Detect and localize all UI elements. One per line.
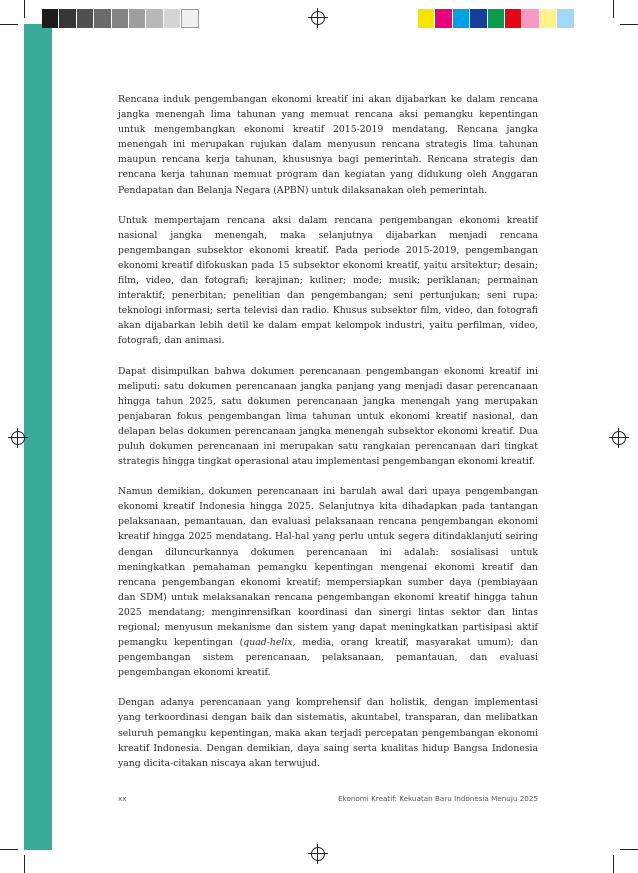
gray-swatch xyxy=(146,9,163,28)
running-footer-title: Ekonomi Kreatif: Kekuatan Baru Indonesia Menuju 2025 xyxy=(338,794,538,803)
paragraph xyxy=(118,484,538,680)
crop-mark xyxy=(613,0,614,18)
crop-mark xyxy=(613,855,614,873)
light-cyan-swatch xyxy=(557,9,574,28)
gray-swatch xyxy=(112,9,129,28)
cyan-swatch xyxy=(453,9,470,28)
crop-mark xyxy=(620,849,638,850)
magenta-swatch xyxy=(435,9,452,28)
registration-mark-icon xyxy=(308,844,328,864)
yellow-swatch xyxy=(418,9,435,28)
paragraph: Rencana induk pengembangan ekonomi kreatif ini akan dijabarkan ke dalam rencana jangka menengah lima tahunan yang memuat rencana aksi pemangku kepentingan untuk mengembangkan ekonomi kreatif 2015-2019 mendatang. Rencana jangka menengah ini merupakan rujukan dalam menyusun rencana strategis lima tahunan maupun rencana kerja tahunan, khususnya bagi pemerintah. Rencana strategis dan rencana kerja tahunan memuat program dan kegiatan yang didukung oleh Anggaran Pendapatan dan Belanja Negara (APBN) untuk dilaksanakan oleh pemerintah. xyxy=(118,94,538,196)
gray-swatch xyxy=(59,9,76,28)
registration-mark-icon xyxy=(8,428,28,448)
red-swatch xyxy=(505,9,522,28)
registration-mark-icon xyxy=(609,428,629,448)
gray-swatch xyxy=(42,9,59,28)
paragraph: Dengan adanya perencanaan yang komprehensif dan holistik, dengan implementasi yang terkoordinasi dengan baik dan sistematis, akuntabel, transparan, dan melibatkan seluruh pemangku kepentingan, maka akan terjadi percepatan pengembangan ekonomi kreatif Indonesia. Dengan demikian, daya saing serta kualitas hidup Bangsa Indonesia yang dicita-citakan niscaya akan terwujud. xyxy=(118,697,538,769)
crop-mark xyxy=(24,855,25,873)
crop-mark xyxy=(0,849,18,850)
paragraph-text: , media, orang kreatif, masyarakat umum); dan pengembangan sistem perencanaan, pelaksanaan, pemantauan, dan evaluasi pengembangan ekonomi kreatif. xyxy=(118,637,538,679)
light-yellow-swatch xyxy=(540,9,557,28)
gray-swatch xyxy=(181,9,198,28)
paragraph-text: Namun demikian, dokumen perencanaan ini barulah awal dari upaya pengembangan ekonomi kreatif Indonesia hingga 2025. Selanjutnya kita dihadapkan pada tantangan pelaksanaan, pemantauan, dan evaluasi pelaksanaan rencana pengembangan ekonomi kreatif hingga 2025 mendatang. Hal-hal yang perlu untuk segera ditindaklanjuti seiring dengan diluncurkannya dokumen perencanaan ini adalah: sosialisasi untuk meningkatkan pemahaman pemangku kepentingan mengenai ekonomi kreatif dan rencana pengembangan ekonomi kreatif; mempersiapkan sumber daya (pembiayaan dan SDM) untuk melaksanakan rencana pengembangan ekonomi kreatif hingga tahun 2025 mendatang; menginrensifkan koordinasi dan sinergi lintas sektor dan lintas regional; menyusun mekanisme dan sistem yang dapat meningkatkan partisipasi aktif pemangku kepentingan ( xyxy=(118,486,538,649)
gray-swatch xyxy=(164,9,181,28)
registration-mark-icon xyxy=(308,8,328,28)
blue-swatch xyxy=(470,9,487,28)
crop-mark xyxy=(0,24,18,25)
paragraph: Untuk mempertajam rencana aksi dalam rencana pengembangan ekonomi kreatif nasional jangka menengah, maka selanjutnya dijabarkan menjadi rencana pengembangan subsektor ekonomi kreatif. Pada periode 2015-2019, pengembangan ekonomi kreatif difokuskan pada 15 subsektor ekonomi kreatif, yaitu arsitektur; desain; film, video, dan fotografi; kerajinan; kuliner; mode; musik; periklanan; permainan interaktif; penerbitan; penelitian dan pengembangan; seni pertunjukan; seni rupa; teknologi informasi; serta televisi dan radio. Khusus subsektor film, video, dan fotografi akan dijabarkan lebih detil ke dalam empat kelompok industri, yaitu perfilman, video, fotografi, dan animasi. xyxy=(118,214,538,347)
gray-swatch xyxy=(77,9,94,28)
emphasis-text: quad-helix xyxy=(243,637,293,649)
gray-swatch xyxy=(94,9,111,28)
teal-side-bar xyxy=(24,24,52,850)
crop-mark xyxy=(24,0,25,18)
green-swatch xyxy=(488,9,505,28)
pink-swatch xyxy=(522,9,539,28)
grayscale-color-bar xyxy=(42,9,199,28)
body-text xyxy=(118,92,538,786)
crop-mark xyxy=(620,24,638,25)
process-color-bar xyxy=(418,9,575,28)
paragraph: Dapat disimpulkan bahwa dokumen perencanaan pengembangan ekonomi kreatif ini meliputi: satu dokumen perencanaan jangka panjang yang menjadi dasar perencanaan hingga tahun 2025, satu dokumen perencanaan jangka menengah yang merupakan penjabaran fokus pengembangan lima tahunan untuk ekonomi kreatif nasional, dan delapan belas dokumen perencanaan jangka menengah subsektor ekonomi kreatif. Dua puluh dokumen perencanaan ini merupakan satu rangkaian perencanaan dari tingkat strategis hingga tingkat operasional atau implementasi pengembangan ekonomi kreatif. xyxy=(118,365,538,468)
page-number: xx xyxy=(118,794,127,803)
gray-swatch xyxy=(129,9,146,28)
